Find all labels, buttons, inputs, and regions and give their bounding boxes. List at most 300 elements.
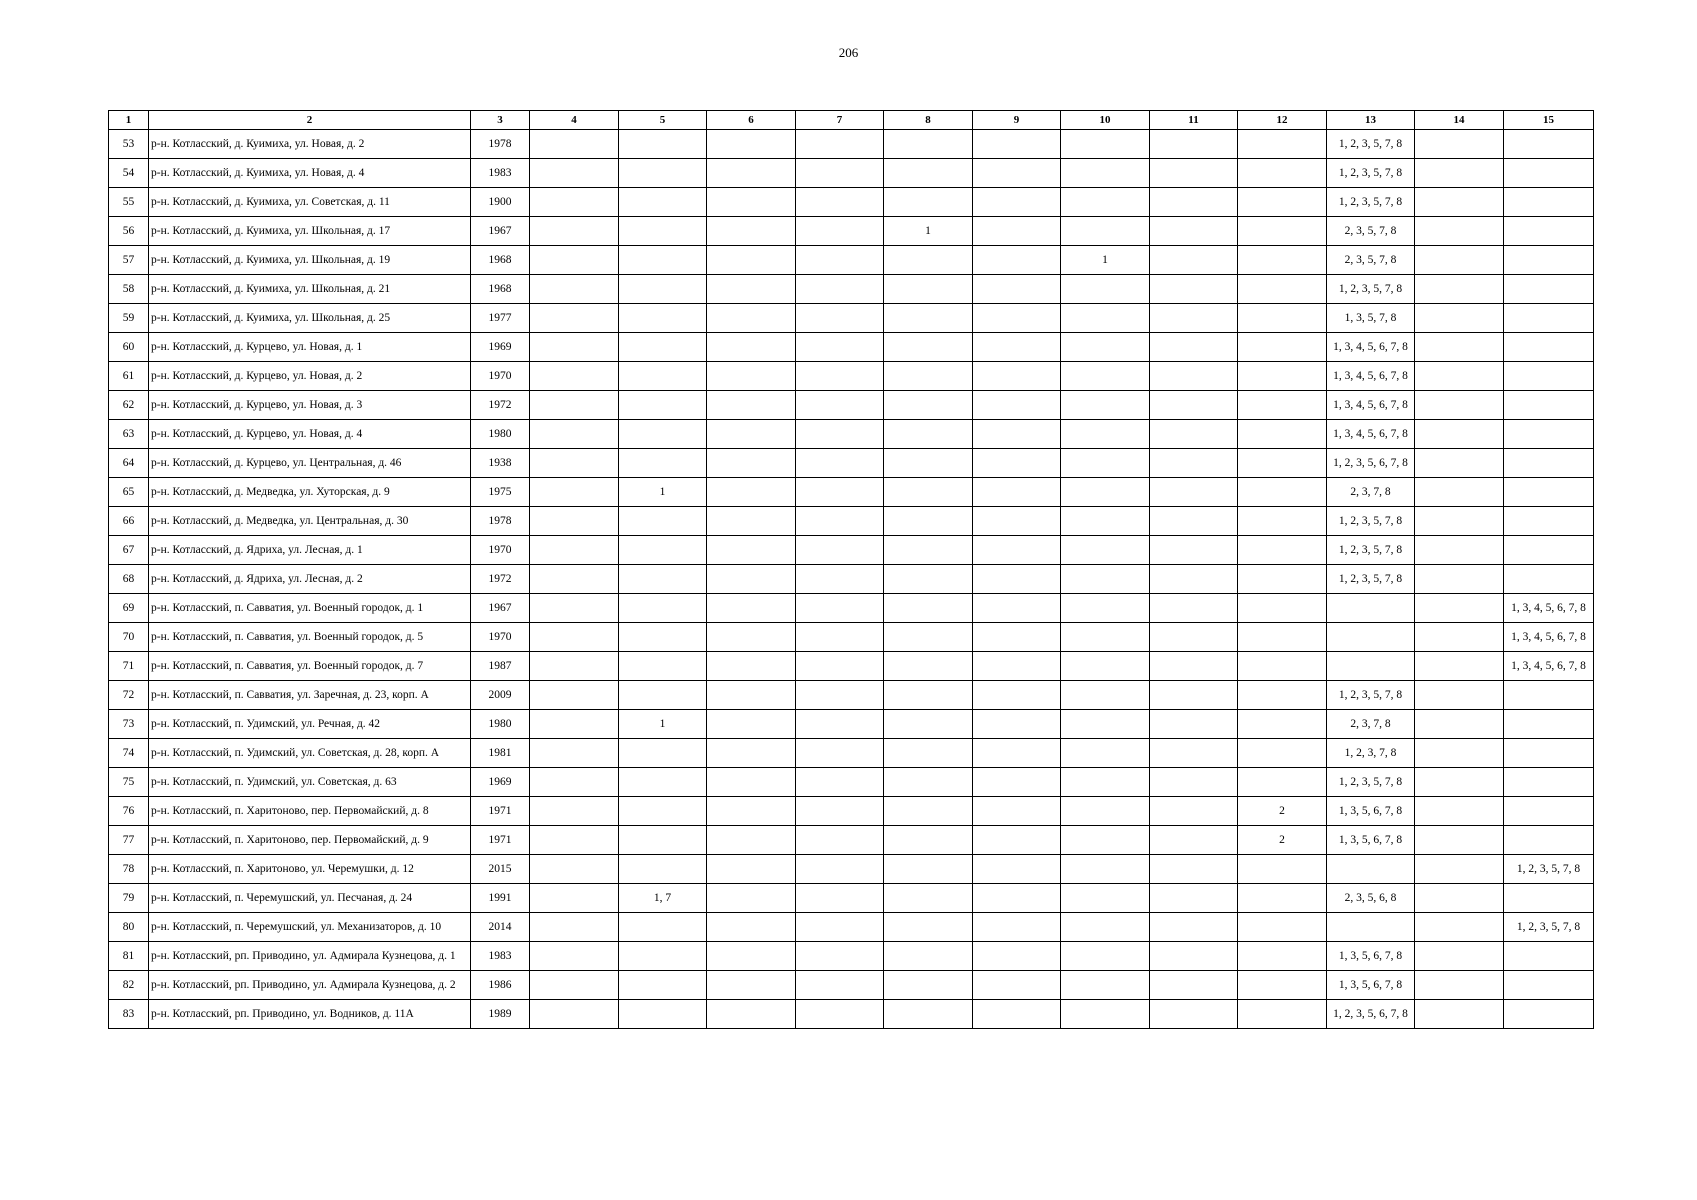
cell-col-14	[1415, 971, 1504, 1000]
column-header-4: 4	[530, 111, 619, 130]
table-row	[109, 188, 1594, 217]
cell-col-1: 82	[109, 971, 149, 1000]
cell-col-11	[1150, 159, 1238, 188]
cell-col-2: р-н. Котласский, д. Медведка, ул. Хуторская, д. 9	[149, 478, 471, 507]
cell-col-2: р-н. Котласский, п. Удимский, ул. Советская, д. 63	[149, 768, 471, 797]
cell-col-3: 1968	[471, 246, 530, 275]
cell-col-10	[1061, 130, 1150, 159]
cell-col-15	[1504, 130, 1594, 159]
cell-col-3: 1980	[471, 420, 530, 449]
cell-col-14	[1415, 246, 1504, 275]
cell-col-12	[1238, 188, 1327, 217]
column-header-15: 15	[1504, 111, 1594, 130]
cell-col-6	[707, 130, 796, 159]
cell-col-15	[1504, 536, 1594, 565]
cell-col-5	[619, 565, 707, 594]
cell-col-13	[1327, 652, 1415, 681]
cell-col-11	[1150, 478, 1238, 507]
cell-col-15	[1504, 217, 1594, 246]
cell-col-4	[530, 304, 619, 333]
cell-col-9	[973, 565, 1061, 594]
cell-col-13	[1327, 913, 1415, 942]
table-row	[109, 536, 1594, 565]
table-row	[109, 855, 1594, 884]
cell-col-6	[707, 478, 796, 507]
cell-col-6	[707, 652, 796, 681]
table-row	[109, 652, 1594, 681]
table-row	[109, 1000, 1594, 1029]
cell-col-1: 66	[109, 507, 149, 536]
cell-col-14	[1415, 1000, 1504, 1029]
cell-col-13: 1, 2, 3, 5, 7, 8	[1327, 159, 1415, 188]
cell-col-13: 1, 2, 3, 5, 6, 7, 8	[1327, 449, 1415, 478]
cell-col-1: 53	[109, 130, 149, 159]
cell-col-2: р-н. Котласский, д. Курцево, ул. Новая, д. 1	[149, 333, 471, 362]
cell-col-9	[973, 623, 1061, 652]
cell-col-8	[884, 565, 973, 594]
column-header-3: 3	[471, 111, 530, 130]
cell-col-12	[1238, 739, 1327, 768]
cell-col-3: 1977	[471, 304, 530, 333]
cell-col-4	[530, 623, 619, 652]
cell-col-1: 62	[109, 391, 149, 420]
cell-col-9	[973, 304, 1061, 333]
cell-col-4	[530, 565, 619, 594]
column-header-2: 2	[149, 111, 471, 130]
cell-col-12	[1238, 246, 1327, 275]
cell-col-6	[707, 971, 796, 1000]
cell-col-4	[530, 594, 619, 623]
cell-col-13: 1, 2, 3, 5, 7, 8	[1327, 768, 1415, 797]
cell-col-14	[1415, 594, 1504, 623]
cell-col-10	[1061, 681, 1150, 710]
cell-col-5: 1	[619, 478, 707, 507]
cell-col-4	[530, 159, 619, 188]
cell-col-13: 1, 2, 3, 5, 7, 8	[1327, 565, 1415, 594]
cell-col-13: 1, 3, 5, 6, 7, 8	[1327, 826, 1415, 855]
cell-col-7	[796, 536, 884, 565]
cell-col-8	[884, 942, 973, 971]
cell-col-8	[884, 449, 973, 478]
cell-col-3: 1900	[471, 188, 530, 217]
cell-col-8	[884, 130, 973, 159]
cell-col-12	[1238, 1000, 1327, 1029]
cell-col-9	[973, 449, 1061, 478]
cell-col-6	[707, 275, 796, 304]
table-row	[109, 971, 1594, 1000]
cell-col-3: 1986	[471, 971, 530, 1000]
cell-col-4	[530, 710, 619, 739]
table-row	[109, 246, 1594, 275]
cell-col-6	[707, 913, 796, 942]
cell-col-8	[884, 623, 973, 652]
cell-col-5	[619, 652, 707, 681]
cell-col-5	[619, 594, 707, 623]
cell-col-13: 1, 2, 3, 5, 7, 8	[1327, 681, 1415, 710]
cell-col-11	[1150, 362, 1238, 391]
table-row	[109, 884, 1594, 913]
cell-col-12	[1238, 159, 1327, 188]
cell-col-5	[619, 768, 707, 797]
cell-col-3: 1967	[471, 217, 530, 246]
cell-col-13: 2, 3, 5, 7, 8	[1327, 246, 1415, 275]
cell-col-11	[1150, 942, 1238, 971]
cell-col-1: 74	[109, 739, 149, 768]
cell-col-8: 1	[884, 217, 973, 246]
cell-col-15	[1504, 710, 1594, 739]
cell-col-5	[619, 362, 707, 391]
cell-col-10	[1061, 971, 1150, 1000]
cell-col-15	[1504, 507, 1594, 536]
cell-col-12	[1238, 623, 1327, 652]
cell-col-10	[1061, 652, 1150, 681]
cell-col-5	[619, 391, 707, 420]
cell-col-10	[1061, 188, 1150, 217]
cell-col-11	[1150, 130, 1238, 159]
cell-col-2: р-н. Котласский, п. Черемушский, ул. Песчаная, д. 24	[149, 884, 471, 913]
cell-col-9	[973, 362, 1061, 391]
cell-col-12: 2	[1238, 797, 1327, 826]
table-row	[109, 449, 1594, 478]
cell-col-7	[796, 246, 884, 275]
cell-col-7	[796, 188, 884, 217]
cell-col-12	[1238, 275, 1327, 304]
cell-col-15	[1504, 420, 1594, 449]
cell-col-5	[619, 333, 707, 362]
cell-col-9	[973, 739, 1061, 768]
cell-col-9	[973, 478, 1061, 507]
cell-col-11	[1150, 507, 1238, 536]
cell-col-3: 2014	[471, 913, 530, 942]
cell-col-9	[973, 536, 1061, 565]
cell-col-5: 1	[619, 710, 707, 739]
cell-col-2: р-н. Котласский, рп. Приводино, ул. Адмирала Кузнецова, д. 1	[149, 942, 471, 971]
cell-col-7	[796, 275, 884, 304]
cell-col-1: 77	[109, 826, 149, 855]
cell-col-15	[1504, 681, 1594, 710]
cell-col-15	[1504, 159, 1594, 188]
cell-col-7	[796, 797, 884, 826]
cell-col-8	[884, 768, 973, 797]
cell-col-11	[1150, 913, 1238, 942]
cell-col-4	[530, 333, 619, 362]
cell-col-9	[973, 130, 1061, 159]
cell-col-13: 1, 2, 3, 5, 7, 8	[1327, 507, 1415, 536]
cell-col-7	[796, 565, 884, 594]
cell-col-6	[707, 507, 796, 536]
column-header-1: 1	[109, 111, 149, 130]
cell-col-14	[1415, 652, 1504, 681]
cell-col-8	[884, 913, 973, 942]
cell-col-12	[1238, 507, 1327, 536]
cell-col-11	[1150, 449, 1238, 478]
cell-col-4	[530, 826, 619, 855]
cell-col-14	[1415, 333, 1504, 362]
table-row	[109, 391, 1594, 420]
cell-col-7	[796, 594, 884, 623]
cell-col-9	[973, 159, 1061, 188]
cell-col-2: р-н. Котласский, д. Куимиха, ул. Новая, д. 4	[149, 159, 471, 188]
cell-col-1: 65	[109, 478, 149, 507]
cell-col-12: 2	[1238, 826, 1327, 855]
cell-col-10	[1061, 710, 1150, 739]
cell-col-6	[707, 594, 796, 623]
cell-col-15	[1504, 275, 1594, 304]
cell-col-2: р-н. Котласский, д. Курцево, ул. Центральная, д. 46	[149, 449, 471, 478]
cell-col-5	[619, 130, 707, 159]
cell-col-7	[796, 478, 884, 507]
cell-col-7	[796, 739, 884, 768]
cell-col-2: р-н. Котласский, д. Курцево, ул. Новая, д. 2	[149, 362, 471, 391]
cell-col-4	[530, 391, 619, 420]
cell-col-4	[530, 217, 619, 246]
cell-col-10	[1061, 536, 1150, 565]
cell-col-14	[1415, 681, 1504, 710]
cell-col-2: р-н. Котласский, д. Курцево, ул. Новая, д. 3	[149, 391, 471, 420]
column-header-10: 10	[1061, 111, 1150, 130]
table-row	[109, 826, 1594, 855]
cell-col-13: 1, 3, 4, 5, 6, 7, 8	[1327, 362, 1415, 391]
cell-col-14	[1415, 478, 1504, 507]
table-row	[109, 710, 1594, 739]
cell-col-13: 1, 2, 3, 5, 7, 8	[1327, 188, 1415, 217]
cell-col-2: р-н. Котласский, д. Курцево, ул. Новая, д. 4	[149, 420, 471, 449]
cell-col-8	[884, 536, 973, 565]
cell-col-15: 1, 2, 3, 5, 7, 8	[1504, 913, 1594, 942]
cell-col-5	[619, 159, 707, 188]
cell-col-9	[973, 681, 1061, 710]
cell-col-2: р-н. Котласский, д. Ядриха, ул. Лесная, д. 1	[149, 536, 471, 565]
cell-col-3: 1970	[471, 362, 530, 391]
cell-col-8	[884, 652, 973, 681]
cell-col-2: р-н. Котласский, п. Савватия, ул. Военный городок, д. 1	[149, 594, 471, 623]
cell-col-1: 55	[109, 188, 149, 217]
cell-col-12	[1238, 594, 1327, 623]
cell-col-12	[1238, 884, 1327, 913]
cell-col-12	[1238, 333, 1327, 362]
cell-col-12	[1238, 420, 1327, 449]
header-row	[109, 111, 1594, 130]
cell-col-15	[1504, 1000, 1594, 1029]
cell-col-6	[707, 855, 796, 884]
cell-col-6	[707, 391, 796, 420]
cell-col-11	[1150, 333, 1238, 362]
cell-col-14	[1415, 739, 1504, 768]
cell-col-4	[530, 652, 619, 681]
cell-col-2: р-н. Котласский, п. Савватия, ул. Военный городок, д. 7	[149, 652, 471, 681]
cell-col-5	[619, 246, 707, 275]
cell-col-11	[1150, 246, 1238, 275]
cell-col-8	[884, 971, 973, 1000]
cell-col-12	[1238, 768, 1327, 797]
cell-col-1: 75	[109, 768, 149, 797]
cell-col-7	[796, 623, 884, 652]
cell-col-2: р-н. Котласский, д. Куимиха, ул. Советская, д. 11	[149, 188, 471, 217]
cell-col-15	[1504, 768, 1594, 797]
cell-col-9	[973, 188, 1061, 217]
cell-col-5	[619, 1000, 707, 1029]
cell-col-14	[1415, 362, 1504, 391]
cell-col-12	[1238, 565, 1327, 594]
cell-col-10	[1061, 1000, 1150, 1029]
cell-col-9	[973, 420, 1061, 449]
cell-col-2: р-н. Котласский, д. Ядриха, ул. Лесная, д. 2	[149, 565, 471, 594]
cell-col-15	[1504, 884, 1594, 913]
cell-col-14	[1415, 536, 1504, 565]
cell-col-12	[1238, 942, 1327, 971]
cell-col-15	[1504, 333, 1594, 362]
table-row	[109, 159, 1594, 188]
cell-col-13: 1, 3, 4, 5, 6, 7, 8	[1327, 420, 1415, 449]
table-row	[109, 768, 1594, 797]
cell-col-8	[884, 420, 973, 449]
cell-col-1: 60	[109, 333, 149, 362]
cell-col-2: р-н. Котласский, п. Харитоново, ул. Черемушки, д. 12	[149, 855, 471, 884]
cell-col-14	[1415, 768, 1504, 797]
table-row	[109, 565, 1594, 594]
cell-col-10	[1061, 449, 1150, 478]
column-header-5: 5	[619, 111, 707, 130]
cell-col-14	[1415, 797, 1504, 826]
cell-col-9	[973, 217, 1061, 246]
column-header-12: 12	[1238, 111, 1327, 130]
cell-col-3: 1968	[471, 275, 530, 304]
cell-col-14	[1415, 420, 1504, 449]
cell-col-7	[796, 942, 884, 971]
table-row	[109, 507, 1594, 536]
cell-col-6	[707, 739, 796, 768]
cell-col-3: 1983	[471, 942, 530, 971]
cell-col-9	[973, 942, 1061, 971]
table-row	[109, 130, 1594, 159]
cell-col-11	[1150, 536, 1238, 565]
cell-col-3: 1970	[471, 536, 530, 565]
cell-col-6	[707, 449, 796, 478]
cell-col-10	[1061, 797, 1150, 826]
cell-col-15	[1504, 971, 1594, 1000]
cell-col-4	[530, 275, 619, 304]
cell-col-11	[1150, 884, 1238, 913]
cell-col-11	[1150, 594, 1238, 623]
cell-col-14	[1415, 710, 1504, 739]
cell-col-8	[884, 478, 973, 507]
cell-col-11	[1150, 188, 1238, 217]
cell-col-13	[1327, 623, 1415, 652]
cell-col-7	[796, 362, 884, 391]
cell-col-6	[707, 159, 796, 188]
cell-col-9	[973, 507, 1061, 536]
cell-col-7	[796, 884, 884, 913]
cell-col-1: 79	[109, 884, 149, 913]
cell-col-6	[707, 217, 796, 246]
cell-col-8	[884, 391, 973, 420]
cell-col-14	[1415, 565, 1504, 594]
table-header	[109, 111, 1594, 130]
cell-col-15: 1, 3, 4, 5, 6, 7, 8	[1504, 594, 1594, 623]
cell-col-4	[530, 478, 619, 507]
page-number: 206	[838, 45, 859, 60]
cell-col-7	[796, 420, 884, 449]
cell-col-6	[707, 565, 796, 594]
cell-col-7	[796, 826, 884, 855]
cell-col-4	[530, 884, 619, 913]
cell-col-4	[530, 855, 619, 884]
cell-col-5	[619, 681, 707, 710]
cell-col-12	[1238, 913, 1327, 942]
column-header-14: 14	[1415, 111, 1504, 130]
cell-col-14	[1415, 913, 1504, 942]
cell-col-5	[619, 855, 707, 884]
table-row	[109, 362, 1594, 391]
cell-col-11	[1150, 652, 1238, 681]
cell-col-13: 1, 3, 5, 7, 8	[1327, 304, 1415, 333]
cell-col-15	[1504, 391, 1594, 420]
cell-col-3: 2009	[471, 681, 530, 710]
cell-col-6	[707, 884, 796, 913]
cell-col-4	[530, 913, 619, 942]
cell-col-11	[1150, 304, 1238, 333]
cell-col-15	[1504, 188, 1594, 217]
cell-col-15	[1504, 739, 1594, 768]
cell-col-5	[619, 275, 707, 304]
cell-col-11	[1150, 710, 1238, 739]
cell-col-11	[1150, 623, 1238, 652]
cell-col-5	[619, 739, 707, 768]
cell-col-6	[707, 826, 796, 855]
cell-col-7	[796, 159, 884, 188]
cell-col-7	[796, 507, 884, 536]
cell-col-15	[1504, 565, 1594, 594]
cell-col-10	[1061, 217, 1150, 246]
cell-col-3: 1980	[471, 710, 530, 739]
cell-col-7	[796, 971, 884, 1000]
cell-col-14	[1415, 275, 1504, 304]
cell-col-4	[530, 536, 619, 565]
cell-col-4	[530, 681, 619, 710]
cell-col-2: р-н. Котласский, п. Савватия, ул. Военный городок, д. 5	[149, 623, 471, 652]
cell-col-11	[1150, 971, 1238, 1000]
cell-col-11	[1150, 217, 1238, 246]
cell-col-2: р-н. Котласский, п. Черемушский, ул. Механизаторов, д. 10	[149, 913, 471, 942]
cell-col-6	[707, 1000, 796, 1029]
cell-col-3: 1991	[471, 884, 530, 913]
cell-col-1: 61	[109, 362, 149, 391]
cell-col-13	[1327, 594, 1415, 623]
cell-col-4	[530, 362, 619, 391]
cell-col-14	[1415, 884, 1504, 913]
cell-col-3: 1989	[471, 1000, 530, 1029]
cell-col-5	[619, 942, 707, 971]
cell-col-15	[1504, 797, 1594, 826]
cell-col-8	[884, 797, 973, 826]
cell-col-8	[884, 159, 973, 188]
cell-col-3: 1972	[471, 565, 530, 594]
cell-col-6	[707, 797, 796, 826]
table-row	[109, 623, 1594, 652]
cell-col-15	[1504, 826, 1594, 855]
cell-col-13: 1, 3, 5, 6, 7, 8	[1327, 797, 1415, 826]
cell-col-4	[530, 739, 619, 768]
table-row	[109, 594, 1594, 623]
cell-col-3: 1981	[471, 739, 530, 768]
cell-col-3: 1983	[471, 159, 530, 188]
column-header-6: 6	[707, 111, 796, 130]
cell-col-6	[707, 304, 796, 333]
cell-col-14	[1415, 507, 1504, 536]
cell-col-9	[973, 855, 1061, 884]
cell-col-10	[1061, 333, 1150, 362]
cell-col-6	[707, 536, 796, 565]
